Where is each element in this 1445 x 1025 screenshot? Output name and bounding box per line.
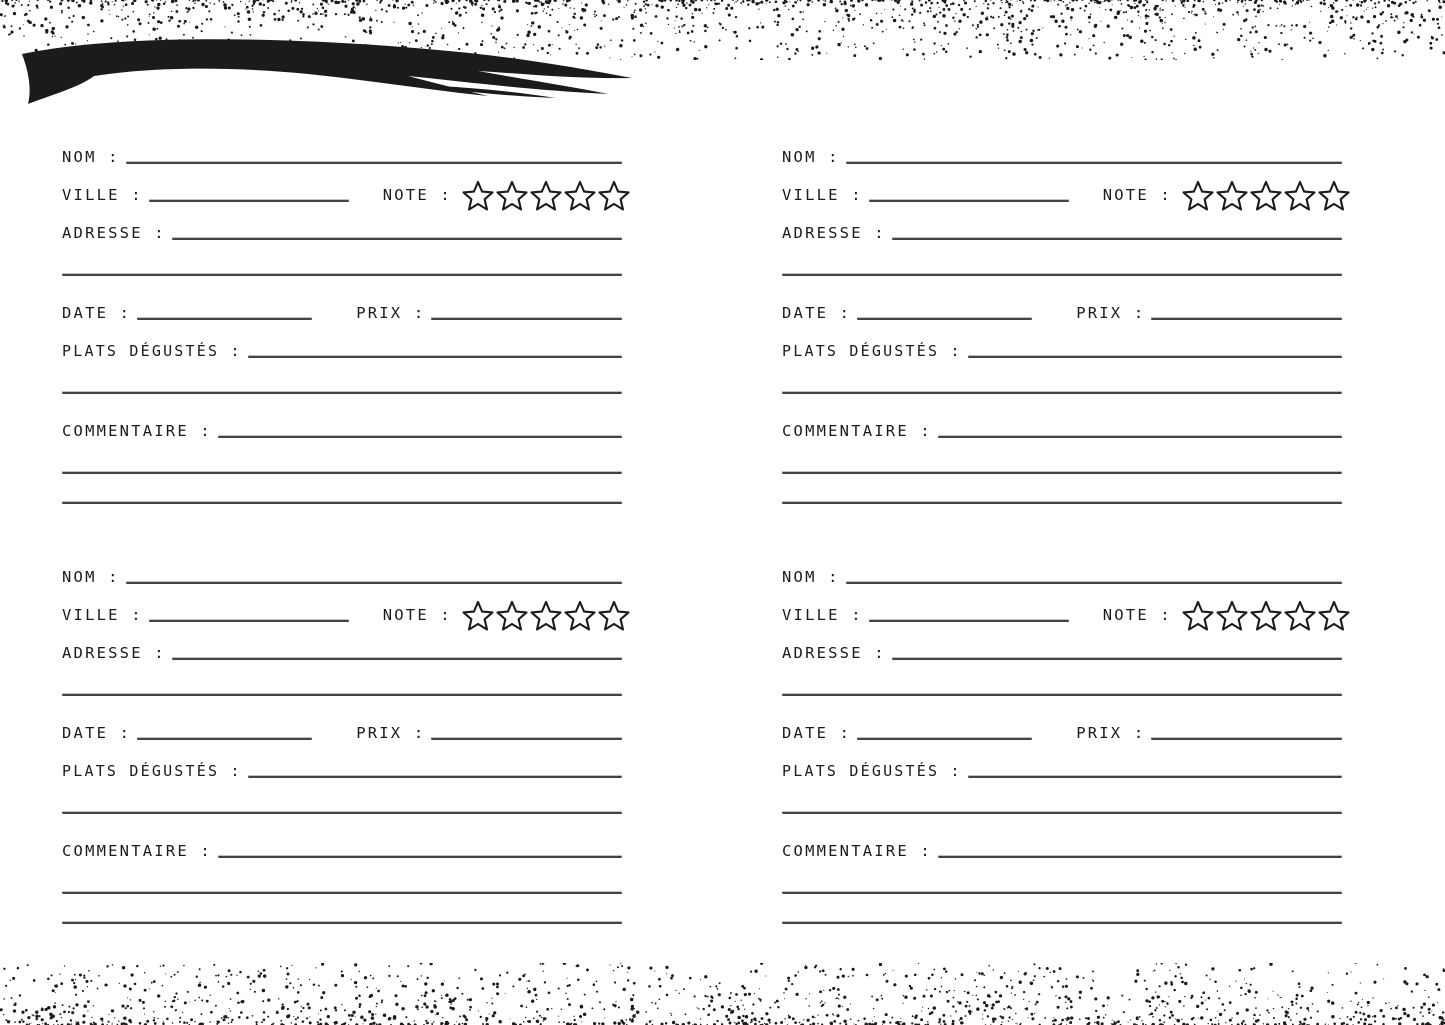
field-row-adresse xyxy=(782,628,1342,666)
label-prix: PRIX : xyxy=(356,303,426,322)
input-date[interactable] xyxy=(137,318,312,320)
input-date[interactable] xyxy=(857,738,1032,740)
input-commentaire-line3[interactable] xyxy=(62,922,622,924)
label-date: DATE : xyxy=(782,723,852,742)
label-date: DATE : xyxy=(782,303,852,322)
input-commentaire[interactable] xyxy=(218,856,622,858)
label-date: DATE : xyxy=(62,303,132,322)
input-plats-degustes[interactable] xyxy=(968,356,1342,358)
field-row-date-prix xyxy=(782,288,1342,326)
label-plats-degustes: PLATS DÉGUSTÉS : xyxy=(782,342,962,360)
input-commentaire-line3[interactable] xyxy=(782,922,1342,924)
field-row-date-prix xyxy=(62,708,622,746)
input-ville[interactable] xyxy=(149,620,349,622)
input-nom[interactable] xyxy=(846,582,1342,584)
label-date: DATE : xyxy=(62,723,132,742)
label-commentaire: COMMENTAIRE : xyxy=(782,421,932,440)
label-prix: PRIX : xyxy=(356,723,426,742)
input-nom[interactable] xyxy=(846,162,1342,164)
input-plats-line2[interactable] xyxy=(62,392,622,394)
field-row-nom xyxy=(62,132,622,170)
input-prix[interactable] xyxy=(1151,738,1342,740)
input-plats-line2[interactable] xyxy=(782,812,1342,814)
label-note: NOTE : xyxy=(1102,185,1172,204)
field-row-commentaire xyxy=(782,826,1342,864)
field-row-nom xyxy=(62,552,622,590)
input-ville[interactable] xyxy=(149,200,349,202)
input-date[interactable] xyxy=(137,738,312,740)
label-plats-degustes: PLATS DÉGUSTÉS : xyxy=(62,342,242,360)
label-ville: VILLE : xyxy=(62,185,143,204)
label-plats-degustes: PLATS DÉGUSTÉS : xyxy=(782,762,962,780)
label-commentaire: COMMENTAIRE : xyxy=(782,841,932,860)
label-plats-degustes: PLATS DÉGUSTÉS : xyxy=(62,762,242,780)
input-ville[interactable] xyxy=(869,620,1069,622)
label-prix: PRIX : xyxy=(1076,303,1146,322)
label-nom: NOM : xyxy=(782,567,840,586)
field-row-plats xyxy=(782,326,1342,364)
restaurant-entry-card xyxy=(782,552,1342,924)
field-row-ville-note xyxy=(782,170,1342,208)
input-plats-line2[interactable] xyxy=(782,392,1342,394)
input-commentaire-line2[interactable] xyxy=(62,892,622,894)
input-commentaire[interactable] xyxy=(218,436,622,438)
field-row-nom xyxy=(782,552,1342,590)
field-row-plats xyxy=(782,746,1342,784)
input-adresse[interactable] xyxy=(172,658,622,660)
input-nom[interactable] xyxy=(126,162,622,164)
label-note: NOTE : xyxy=(382,605,452,624)
label-note: NOTE : xyxy=(1102,605,1172,624)
field-row-commentaire xyxy=(782,406,1342,444)
field-row-date-prix xyxy=(782,708,1342,746)
input-prix[interactable] xyxy=(1151,318,1342,320)
label-adresse: ADRESSE : xyxy=(62,643,166,662)
label-prix: PRIX : xyxy=(1076,723,1146,742)
input-plats-degustes[interactable] xyxy=(248,776,622,778)
input-commentaire-line3[interactable] xyxy=(62,502,622,504)
input-nom[interactable] xyxy=(126,582,622,584)
field-row-commentaire xyxy=(62,406,622,444)
field-row-adresse xyxy=(62,208,622,246)
input-adresse[interactable] xyxy=(892,658,1342,660)
input-commentaire[interactable] xyxy=(938,436,1342,438)
field-row-ville-note xyxy=(782,590,1342,628)
input-plats-degustes[interactable] xyxy=(248,356,622,358)
label-adresse: ADRESSE : xyxy=(782,643,886,662)
field-row-nom xyxy=(782,132,1342,170)
input-prix[interactable] xyxy=(431,738,622,740)
restaurant-entry-card xyxy=(62,552,622,924)
input-adresse[interactable] xyxy=(172,238,622,240)
input-adresse-line2[interactable] xyxy=(782,694,1342,696)
page-title: RESTAURANTS xyxy=(99,70,278,102)
input-adresse-line2[interactable] xyxy=(62,694,622,696)
label-adresse: ADRESSE : xyxy=(62,223,166,242)
field-row-ville-note xyxy=(62,170,622,208)
input-adresse[interactable] xyxy=(892,238,1342,240)
label-ville: VILLE : xyxy=(62,605,143,624)
input-commentaire-line2[interactable] xyxy=(782,892,1342,894)
input-commentaire[interactable] xyxy=(938,856,1342,858)
field-row-adresse xyxy=(782,208,1342,246)
label-nom: NOM : xyxy=(62,147,120,166)
label-ville: VILLE : xyxy=(782,185,863,204)
input-commentaire-line2[interactable] xyxy=(62,472,622,474)
input-adresse-line2[interactable] xyxy=(782,274,1342,276)
input-date[interactable] xyxy=(857,318,1032,320)
label-commentaire: COMMENTAIRE : xyxy=(62,841,212,860)
input-adresse-line2[interactable] xyxy=(62,274,622,276)
label-adresse: ADRESSE : xyxy=(782,223,886,242)
label-ville: VILLE : xyxy=(782,605,863,624)
field-row-plats xyxy=(62,746,622,784)
input-plats-degustes[interactable] xyxy=(968,776,1342,778)
label-nom: NOM : xyxy=(782,147,840,166)
input-commentaire-line2[interactable] xyxy=(782,472,1342,474)
label-commentaire: COMMENTAIRE : xyxy=(62,421,212,440)
field-row-plats xyxy=(62,326,622,364)
restaurant-entry-card xyxy=(782,132,1342,504)
label-nom: NOM : xyxy=(62,567,120,586)
input-plats-line2[interactable] xyxy=(62,812,622,814)
input-commentaire-line3[interactable] xyxy=(782,502,1342,504)
field-row-adresse xyxy=(62,628,622,666)
input-ville[interactable] xyxy=(869,200,1069,202)
field-row-commentaire xyxy=(62,826,622,864)
field-row-ville-note xyxy=(62,590,622,628)
label-note: NOTE : xyxy=(382,185,452,204)
restaurant-entry-card xyxy=(62,132,622,504)
field-row-date-prix xyxy=(62,288,622,326)
input-prix[interactable] xyxy=(431,318,622,320)
